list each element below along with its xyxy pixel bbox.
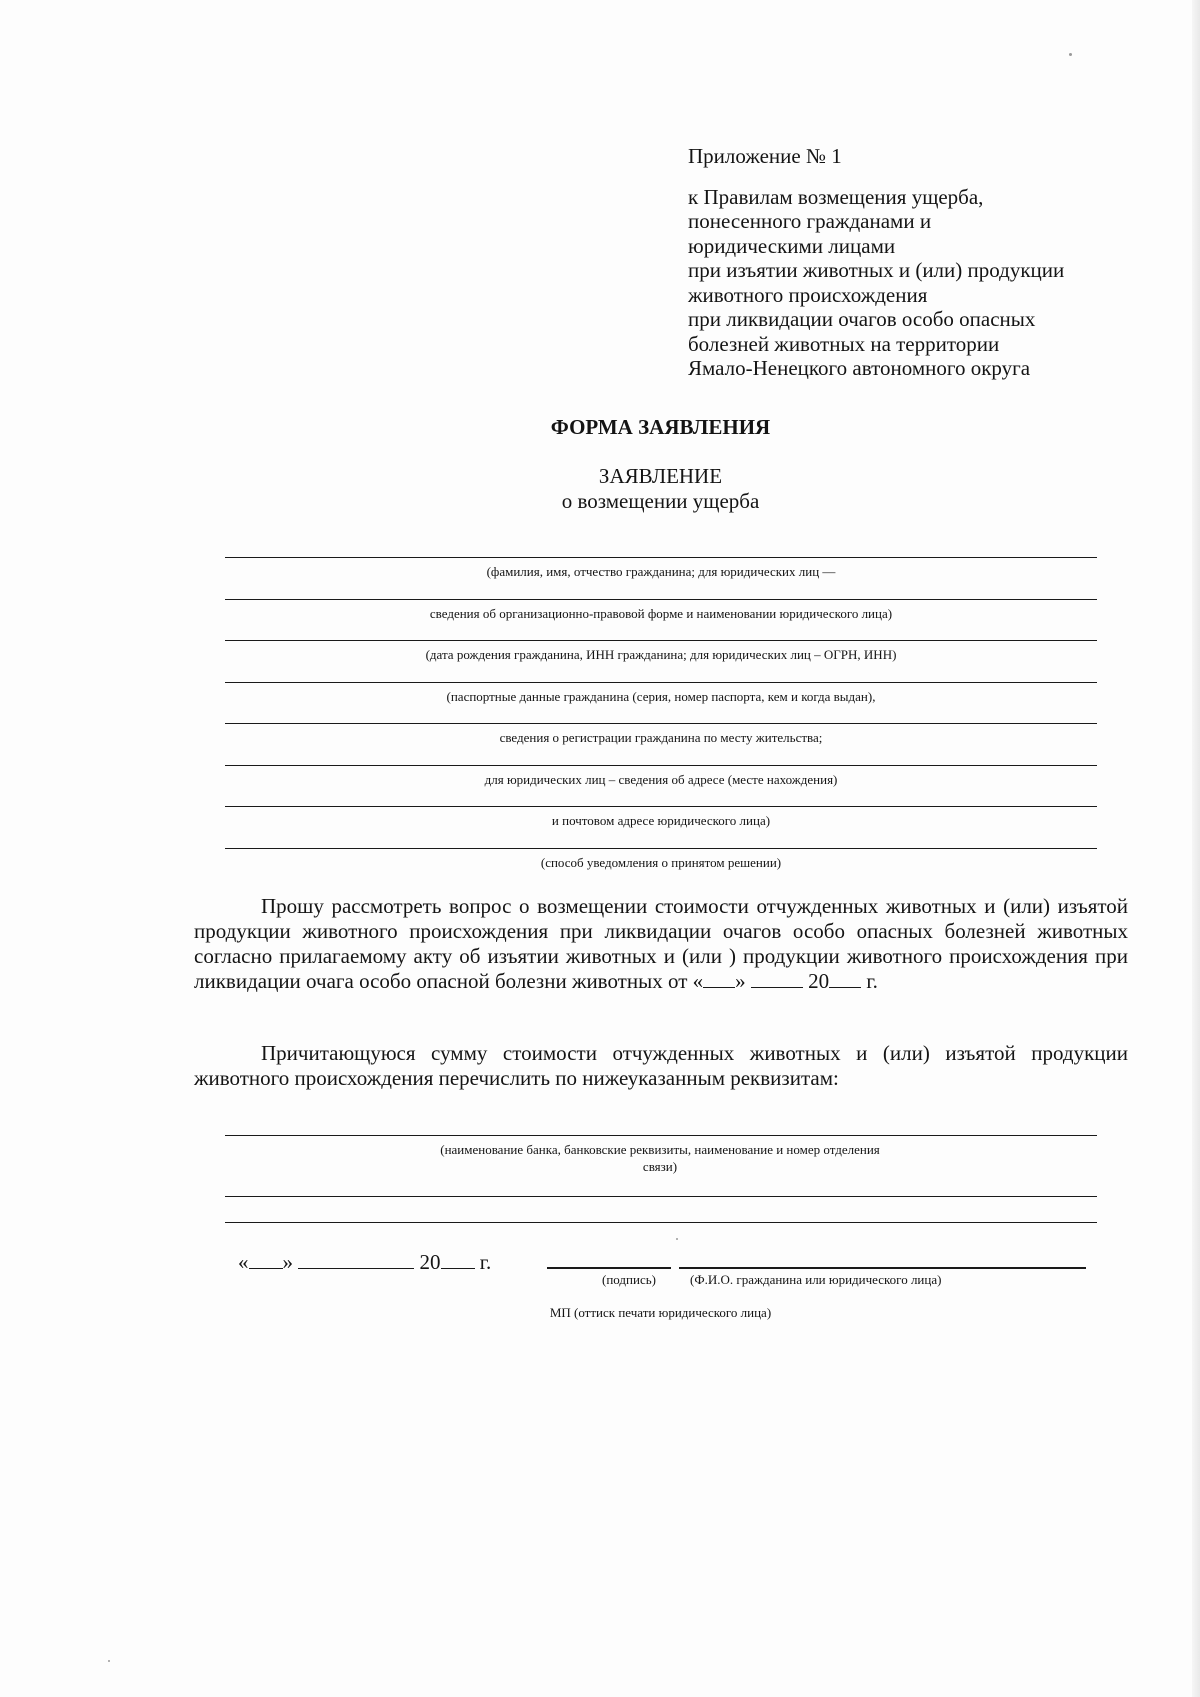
appendix-line: Ямало-Ненецкого автономного округа xyxy=(688,356,1031,380)
year-suffix: г. xyxy=(479,1250,492,1274)
date-close-quote: » xyxy=(282,1250,293,1274)
document-title-subtitle: о возмещении ущерба xyxy=(561,489,760,513)
field-caption: для юридических лиц – сведения об адресе (месте нахождения) xyxy=(484,771,838,787)
fill-in-line[interactable] xyxy=(225,1222,1097,1223)
fill-in-line[interactable] xyxy=(225,806,1097,848)
year-blank[interactable] xyxy=(829,970,861,988)
document-title xyxy=(0,464,1200,514)
year-prefix: 20 xyxy=(808,969,830,993)
fill-in-line[interactable] xyxy=(225,599,1097,641)
appendix-header xyxy=(688,144,1168,381)
fill-in-line[interactable] xyxy=(225,848,1097,874)
request-paragraph xyxy=(194,894,1128,994)
year-suffix: г. xyxy=(866,969,878,993)
year-prefix: 20 xyxy=(419,1250,441,1274)
bank-caption: (наименование банка, банковские реквизиты, наименование и номер отделения связи) xyxy=(440,1142,880,1174)
name-line[interactable] xyxy=(679,1267,1086,1269)
appendix-line: юридическими лицами xyxy=(688,233,896,258)
document-title-main: ЗАЯВЛЕНИЕ xyxy=(598,464,723,488)
appendix-line: животного происхождения xyxy=(688,282,928,307)
field-caption: сведения об организационно-правовой форме и наименовании юридического лица) xyxy=(429,605,893,621)
field-caption: (способ уведомления о принятом решении) xyxy=(540,854,782,870)
fill-in-line[interactable] xyxy=(225,640,1097,682)
appendix-line: при ликвидации очагов особо опасных xyxy=(688,307,1036,331)
day-blank[interactable] xyxy=(703,970,735,988)
name-caption: (Ф.И.О. гражданина или юридического лица) xyxy=(690,1272,942,1287)
payment-paragraph: Причитающуюся сумму стоимости отчужденных животных и (или) изъятой продукции животного происхождения перечислить по нижеуказанным реквизитам: xyxy=(194,1041,1128,1090)
field-caption: и почтовом адресе юридического лица) xyxy=(551,813,771,828)
date-open-quote: « xyxy=(238,1250,249,1274)
bank-details xyxy=(225,1135,1097,1223)
signature-date xyxy=(238,1249,491,1275)
appendix-line: к Правилам возмещения ущерба, xyxy=(688,184,984,209)
fill-in-line[interactable] xyxy=(225,557,1097,599)
appendix-number: Приложение № 1 xyxy=(688,144,842,168)
request-text: Прошу рассмотреть вопрос о возмещении стоимости отчужденных животных и (или) изъятой продукции животного происхождения при ликвидации очагов особо опасных болезней животных согласно прилагаемому акту об изъятии животных и (или ) продукции животного происхождения при ликвидации очага особо опасной болезни животных xyxy=(194,894,1128,993)
stamp-caption: МП (оттиск печати юридического лица) xyxy=(549,1305,772,1320)
date-open-quote: от « xyxy=(667,969,704,993)
appendix-line: при изъятии животных и (или) продукции xyxy=(688,258,1065,282)
field-caption: (фамилия, имя, отчество гражданина; для юридических лиц — xyxy=(486,564,836,579)
field-caption: (паспортные данные гражданина (серия, номер паспорта, кем и когда выдан), xyxy=(446,688,876,704)
fill-in-line[interactable] xyxy=(225,682,1097,724)
scan-speck xyxy=(676,1238,678,1240)
appendix-line: болезней животных на территории xyxy=(688,331,1000,356)
act-date xyxy=(668,969,878,993)
day-blank[interactable] xyxy=(249,1249,283,1269)
form-title: ФОРМА ЗАЯВЛЕНИЯ xyxy=(550,415,771,439)
fill-in-line[interactable] xyxy=(225,1196,1097,1197)
signature-line[interactable] xyxy=(547,1267,671,1269)
applicant-fields xyxy=(225,557,1097,874)
field-caption: (дата рождения гражданина, ИНН гражданина; для юридических лиц – ОГРН, ИНН) xyxy=(425,647,897,662)
month-blank[interactable] xyxy=(751,970,803,988)
appendix-line: понесенного гражданами и xyxy=(688,209,932,233)
year-blank[interactable] xyxy=(441,1249,475,1269)
month-blank[interactable] xyxy=(298,1249,414,1269)
date-close-quote: » xyxy=(735,969,746,993)
scan-speck xyxy=(1069,53,1072,56)
field-caption: сведения о регистрации гражданина по месту жительства; xyxy=(499,730,823,745)
fill-in-line[interactable] xyxy=(225,723,1097,765)
scan-edge xyxy=(1192,0,1200,1697)
scan-speck xyxy=(108,1660,110,1662)
signature-caption: (подпись) xyxy=(602,1272,656,1287)
fill-in-line[interactable] xyxy=(225,765,1097,807)
